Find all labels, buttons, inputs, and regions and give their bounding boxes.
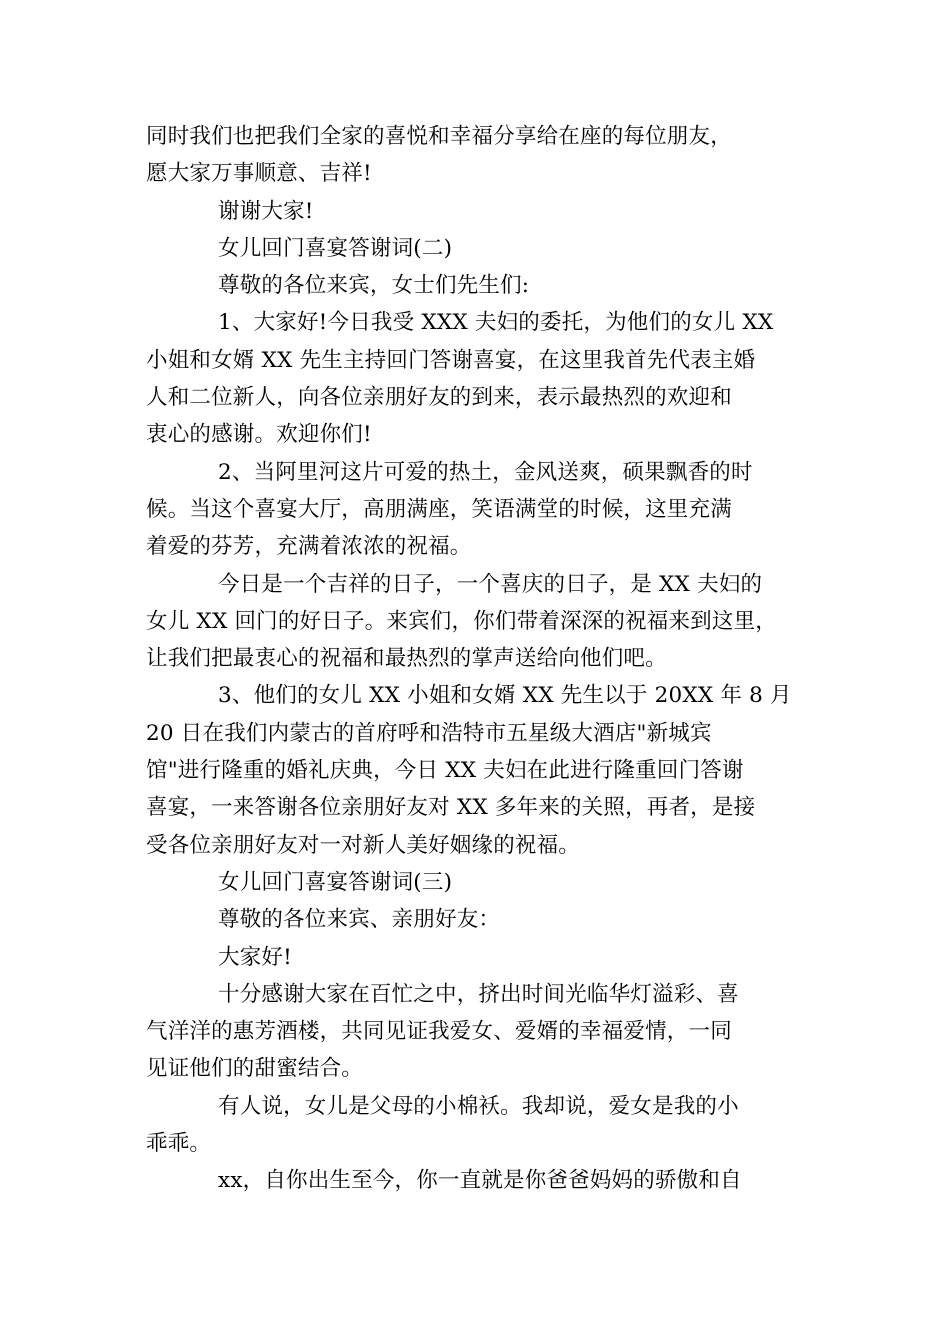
text-line: 20 日在我们内蒙古的首府呼和浩特市五星级大酒店"新城宾: [146, 720, 712, 746]
text-line: 女儿 XX 回门的好日子。来宾们，你们带着深深的祝福来到这里，: [146, 608, 777, 634]
text-line: 十分感谢大家在百忙之中，挤出时间光临华灯溢彩、喜: [218, 981, 739, 1007]
text-line: 女儿回门喜宴答谢词(三): [218, 869, 453, 895]
text-line: 2、当阿里河这片可爱的热土，金风送爽，硕果飘香的时: [218, 459, 753, 485]
text-line: 今日是一个吉祥的日子，一个喜庆的日子，是 XX 夫妇的: [218, 571, 763, 597]
text-line: 受各位亲朋好友对一对新人美好姻缘的祝福。: [146, 832, 581, 858]
text-line: 候。当这个喜宴大厅，高朋满座，笑语满堂的时候，这里充满: [146, 496, 732, 522]
text-line: 小姐和女婿 XX 先生主持回门答谢喜宴，在这里我首先代表主婚: [146, 347, 756, 373]
text-line: 见证他们的甜蜜结合。: [146, 1056, 364, 1082]
text-line: 乖乖。: [146, 1131, 212, 1157]
text-line: 让我们把最衷心的祝福和最热烈的掌声送给向他们吧。: [146, 646, 667, 672]
text-line: 衷心的感谢。欢迎你们!: [146, 422, 372, 448]
text-line: 3、他们的女儿 XX 小姐和女婿 XX 先生以于 20XX 年 8 月: [218, 683, 792, 709]
text-line: 喜宴，一来答谢各位亲朋好友对 XX 多年来的关照，再者，是接: [146, 795, 756, 821]
text-line: 有人说，女儿是父母的小棉袄。我却说，爱女是我的小: [218, 1093, 739, 1119]
text-line: 愿大家万事顺意、吉祥!: [146, 161, 372, 187]
text-line: 人和二位新人，向各位亲朋好友的到来，表示最热烈的欢迎和: [146, 385, 732, 411]
text-line: xx，自你出生至今，你一直就是你爸爸妈妈的骄傲和自: [218, 1168, 742, 1194]
text-line: 尊敬的各位来宾，女士们先生们:: [218, 273, 530, 299]
text-line: 1、大家好!今日我受 XXX 夫妇的委托，为他们的女儿 XX: [218, 310, 774, 336]
text-line: 女儿回门喜宴答谢词(二): [218, 235, 453, 261]
text-line: 谢谢大家!: [218, 198, 314, 224]
document-body: [146, 118, 814, 1200]
text-line: 尊敬的各位来宾、亲朋好友：: [218, 907, 501, 933]
text-line: 着爱的芬芳，充满着浓浓的祝福。: [146, 534, 472, 560]
text-line: 大家好!: [218, 944, 292, 970]
text-line: 气洋洋的惠芳酒楼，共同见证我爱女、爱婿的幸福爱情，一同: [146, 1019, 732, 1045]
text-line: 馆"进行隆重的婚礼庆典，今日 XX 夫妇在此进行隆重回门答谢: [146, 758, 744, 784]
text-line: 同时我们也把我们全家的喜悦和幸福分享给在座的每位朋友，: [146, 124, 732, 149]
